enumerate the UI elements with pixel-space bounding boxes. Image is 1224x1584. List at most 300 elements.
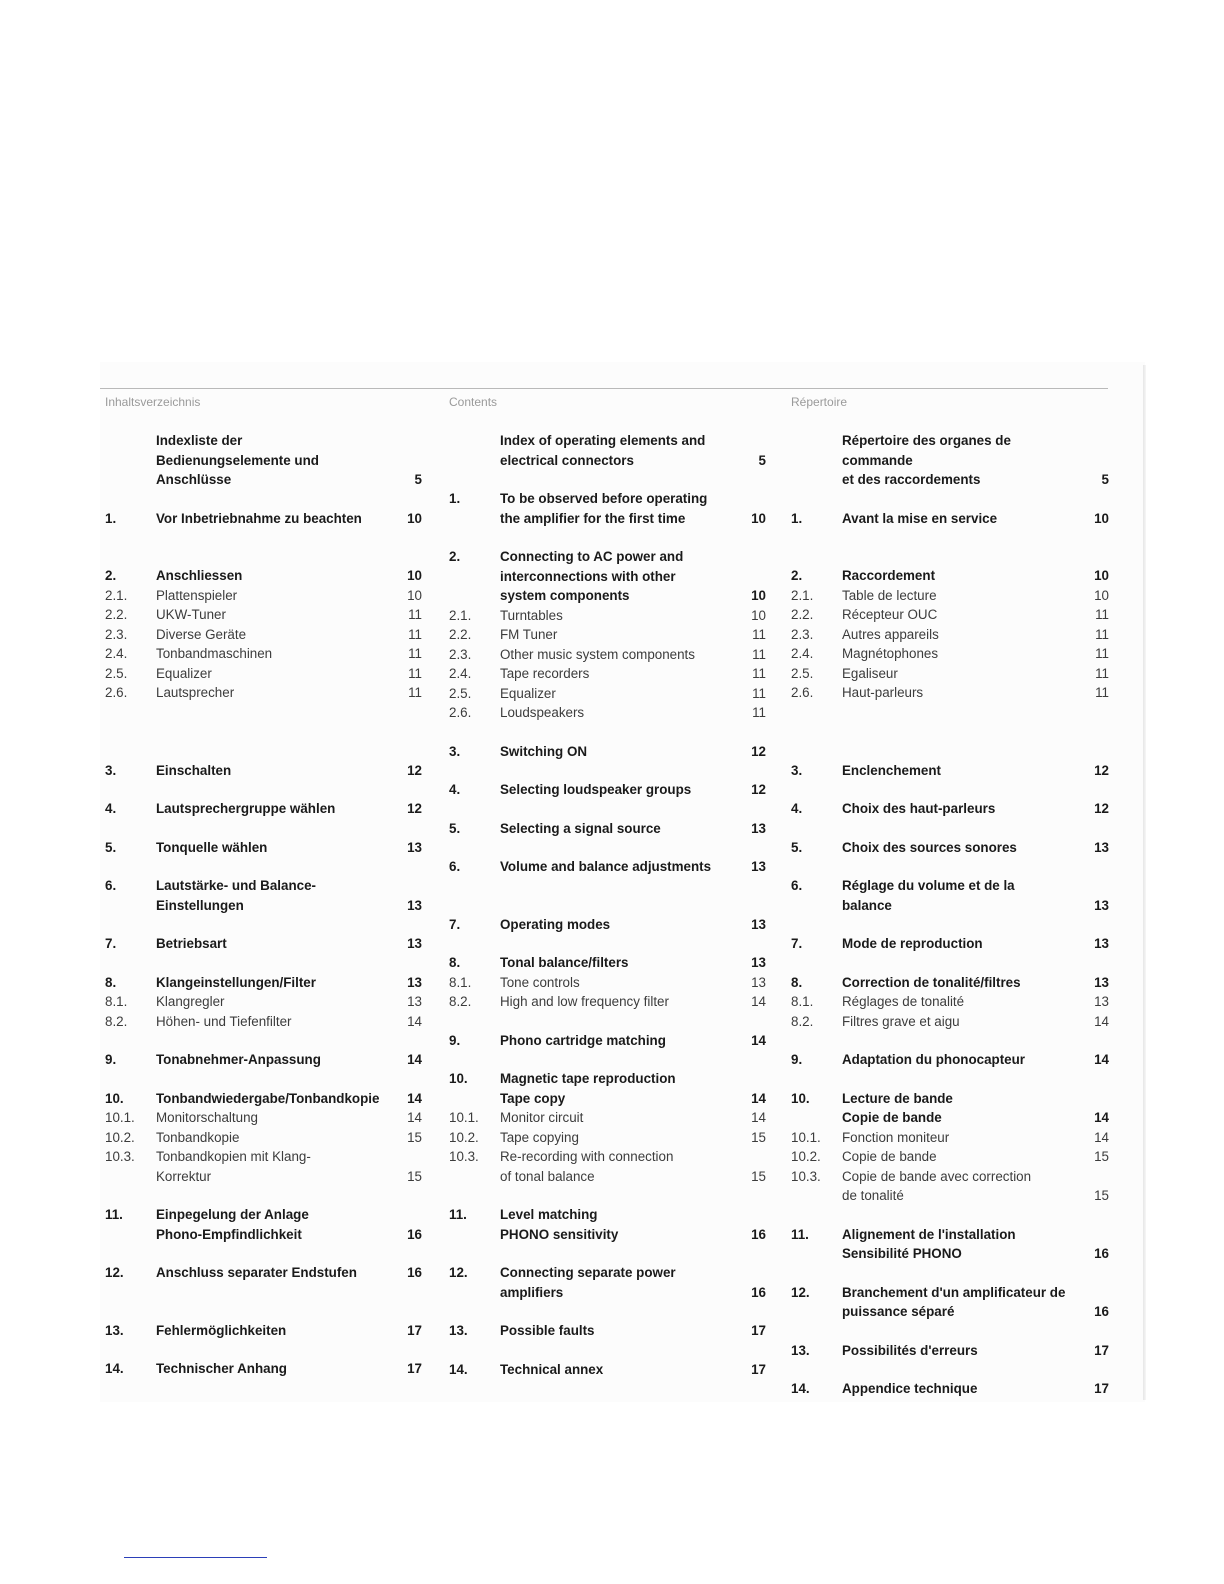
entry-title: Récepteur OUC <box>842 607 938 622</box>
entry-number: 9. <box>449 1032 461 1048</box>
toc-entry <box>105 664 422 684</box>
entry-number: 2. <box>791 568 803 583</box>
toc-entry <box>791 992 1109 1012</box>
entry-number: 1. <box>449 491 461 506</box>
entry-title: Lautsprecher <box>156 685 235 700</box>
toc-entry <box>449 915 766 935</box>
entry-title: Vor Inbetriebnahme zu beachten <box>156 510 362 526</box>
toc-entry <box>791 876 1109 915</box>
entry-page-number: 16 <box>1094 1304 1109 1319</box>
entry-page-number: 11 <box>1095 685 1109 700</box>
toc-entry <box>105 1147 422 1186</box>
entry-number: 2.5. <box>449 685 472 701</box>
entry-page-number: 13 <box>1094 897 1109 913</box>
entry-number: 4. <box>449 782 461 797</box>
toc-entry <box>791 934 1109 954</box>
entry-number: 2.4. <box>449 666 472 681</box>
entry-title: Répertoire des organes de commande et des raccordements <box>842 433 1011 487</box>
entry-page-number: 13 <box>1094 974 1109 990</box>
entry-title: Einschalten <box>156 762 232 778</box>
toc-entry <box>449 819 766 839</box>
entry-number: 7. <box>791 936 803 951</box>
toc-entry <box>105 1205 422 1244</box>
entry-number: 12. <box>105 1265 124 1280</box>
entry-page-number: 10 <box>1094 510 1109 526</box>
toc-entry <box>105 1321 422 1341</box>
toc-entry <box>449 780 766 800</box>
header-rule <box>100 388 1108 389</box>
entry-number: 8.1. <box>449 974 472 990</box>
entry-page-number: 13 <box>751 955 766 970</box>
toc-entry <box>105 431 422 490</box>
toc-entry <box>791 1341 1109 1361</box>
entry-title: Plattenspieler <box>156 587 238 603</box>
toc-entry <box>105 1263 422 1283</box>
entry-page-number: 15 <box>407 1129 422 1145</box>
entry-number: 2.1. <box>791 587 814 603</box>
entry-title: Equalizer <box>500 685 556 701</box>
toc-entry <box>449 742 766 762</box>
toc-entry <box>105 992 422 1012</box>
entry-title: Choix des haut-parleurs <box>842 801 996 816</box>
entry-number: 5. <box>449 820 461 836</box>
entry-page-number: 13 <box>751 859 766 874</box>
entry-title: Tonquelle wählen <box>156 839 268 855</box>
entry-page-number: 14 <box>1094 1052 1109 1067</box>
column-header-english: Contents <box>449 395 498 409</box>
entry-number: 2.1. <box>105 587 128 603</box>
entry-number: 2.2. <box>449 627 472 642</box>
entry-page-number: 5 <box>414 472 422 487</box>
entry-title: Tone controls <box>500 974 580 990</box>
entry-number: 2.2. <box>105 607 128 622</box>
entry-title: Connecting separate power amplifiers <box>500 1265 676 1300</box>
entry-number: 8.1. <box>105 994 128 1009</box>
toc-entry <box>105 1359 422 1379</box>
entry-number: 14. <box>105 1361 124 1376</box>
entry-number: 10. <box>105 1090 124 1106</box>
entry-title: Volume and balance adjustments <box>500 859 712 874</box>
toc-entry <box>105 1050 422 1070</box>
entry-title: Table de lecture <box>842 587 937 603</box>
entry-number: 8. <box>105 974 117 990</box>
column-header-french: Répertoire <box>791 395 848 409</box>
entry-title: Tape recorders <box>500 666 590 681</box>
entry-title: Equalizer <box>156 665 212 681</box>
entry-page-number: 11 <box>408 646 422 661</box>
toc-entry <box>449 1147 766 1186</box>
entry-title: Technical annex <box>500 1361 604 1377</box>
entry-number: 7. <box>449 916 461 932</box>
toc-entry <box>791 1089 1109 1128</box>
entry-title: Possibilités d'erreurs <box>842 1342 978 1358</box>
entry-title: Tonabnehmer-Anpassung <box>156 1052 321 1067</box>
entry-number: 2.3. <box>791 626 814 642</box>
entry-number: 2. <box>449 549 461 564</box>
toc-entry <box>449 489 766 528</box>
entry-page-number: 15 <box>1094 1188 1109 1203</box>
entry-title: Filtres grave et aigu <box>842 1013 960 1029</box>
toc-entry <box>449 664 766 684</box>
toc-entry <box>105 1108 422 1128</box>
entry-number: 10.1. <box>105 1110 135 1125</box>
entry-page-number: 11 <box>1095 626 1109 642</box>
entry-page-number: 11 <box>752 646 766 662</box>
entry-number: 13. <box>105 1322 124 1338</box>
entry-number: 7. <box>105 936 117 951</box>
entry-title: Lautsprechergruppe wählen <box>156 801 336 816</box>
entry-page-number: 10 <box>407 510 422 526</box>
toc-entry <box>791 761 1109 781</box>
entry-page-number: 13 <box>1094 994 1109 1009</box>
entry-title: Raccordement <box>842 568 936 583</box>
entry-title: Tonbandmaschinen <box>156 646 273 661</box>
entry-page-number: 11 <box>1095 646 1109 661</box>
entry-number: 6. <box>105 878 117 893</box>
entry-number: 5. <box>105 839 117 855</box>
entry-title: Klangeinstellungen/Filter <box>156 974 316 990</box>
toc-entry <box>105 1128 422 1148</box>
entry-page-number: 13 <box>407 936 422 951</box>
toc-entry <box>105 934 422 954</box>
toc-column-german <box>105 394 422 1379</box>
entry-number: 11. <box>791 1226 809 1242</box>
entry-title: FM Tuner <box>500 627 558 642</box>
toc-entry <box>449 606 766 626</box>
entry-page-number: 13 <box>751 820 766 836</box>
entry-page-number: 15 <box>751 1129 766 1145</box>
entry-page-number: 14 <box>1094 1013 1109 1029</box>
entry-title: Indexliste der Bedienungselemente und Anschlüsse <box>156 433 319 487</box>
entry-title: UKW-Tuner <box>156 607 226 622</box>
entry-title: Diverse Geräte <box>156 626 247 642</box>
entry-number: 1. <box>791 510 803 526</box>
entry-title: Magnetic tape reproduction Tape copy <box>500 1071 676 1106</box>
entry-title: Operating modes <box>500 916 611 932</box>
entry-title: Choix des sources sonores <box>842 839 1017 855</box>
entry-number: 6. <box>791 878 803 893</box>
entry-number: 11. <box>105 1207 123 1222</box>
entry-page-number: 10 <box>407 587 422 603</box>
entry-number: 14. <box>791 1381 810 1396</box>
entry-title: Monitor circuit <box>500 1110 584 1125</box>
entry-title: Alignement de l'installation Sensibilité PHONO <box>842 1226 1016 1261</box>
toc-entry <box>449 953 766 973</box>
entry-number: 8.2. <box>105 1013 128 1029</box>
toc-entry <box>105 1089 422 1109</box>
entry-number: 10.2. <box>449 1129 479 1145</box>
entry-page-number: 11 <box>408 607 422 622</box>
entry-title: Index of operating elements and electrical connectors <box>500 433 706 468</box>
toc-entry <box>449 684 766 704</box>
entry-page-number: 13 <box>751 916 766 932</box>
toc-column-french <box>791 394 1109 1399</box>
toc-entry <box>791 586 1109 606</box>
entry-title: Tonbandwiedergabe/Tonbandkopie <box>156 1090 380 1106</box>
entry-title: Betriebsart <box>156 936 227 951</box>
toc-entry <box>105 625 422 645</box>
entry-page-number: 17 <box>1094 1342 1109 1358</box>
entry-page-number: 10 <box>751 510 766 526</box>
entry-page-number: 15 <box>1094 1149 1109 1164</box>
entry-number: 11. <box>449 1207 467 1222</box>
entry-page-number: 14 <box>407 1052 422 1067</box>
toc-entry <box>449 645 766 665</box>
entry-title: Einpegelung der Anlage Phono-Empfindlichkeit <box>156 1207 309 1242</box>
entry-number: 10.3. <box>449 1149 479 1164</box>
toc-entry <box>449 431 766 470</box>
entry-number: 10.2. <box>105 1129 135 1145</box>
entry-title: Avant la mise en service <box>842 510 998 526</box>
toc-entry <box>791 605 1109 625</box>
entry-page-number: 11 <box>1095 607 1109 622</box>
entry-title: Tonal balance/filters <box>500 955 629 970</box>
entry-title: Mode de reproduction <box>842 936 983 951</box>
toc-entry <box>791 625 1109 645</box>
entry-number: 12. <box>791 1284 810 1300</box>
entry-page-number: 17 <box>751 1323 766 1338</box>
toc-entry <box>791 1225 1109 1264</box>
entry-number: 2.6. <box>449 705 472 720</box>
entries-german <box>105 431 422 1379</box>
toc-entry <box>449 625 766 645</box>
entry-page-number: 16 <box>407 1265 422 1280</box>
entry-number: 9. <box>105 1052 117 1067</box>
entry-page-number: 12 <box>1094 801 1109 816</box>
toc-entry <box>449 703 766 723</box>
entry-page-number: 16 <box>1094 1246 1109 1261</box>
toc-entry <box>791 664 1109 684</box>
entry-page-number: 10 <box>1094 568 1109 583</box>
entry-number: 14. <box>449 1361 468 1377</box>
toc-entry <box>791 1379 1109 1399</box>
toc-entry <box>105 973 422 993</box>
entry-title: Tonbandkopien mit Klang- Korrektur <box>156 1149 311 1184</box>
entry-number: 2.4. <box>105 646 128 661</box>
entry-number: 4. <box>105 801 117 816</box>
entry-title: Appendice technique <box>842 1381 978 1396</box>
toc-entry <box>791 799 1109 819</box>
toc-entry <box>449 857 766 877</box>
entry-number: 2.3. <box>449 646 472 662</box>
entry-page-number: 17 <box>751 1361 766 1377</box>
entry-title: Loudspeakers <box>500 705 585 720</box>
entry-title: Copie de bande avec correction de tonalité <box>842 1168 1032 1203</box>
entry-title: Höhen- und Tiefenfilter <box>156 1013 292 1029</box>
entry-number: 9. <box>791 1052 803 1067</box>
toc-entry <box>791 1283 1109 1322</box>
entry-page-number: 17 <box>1094 1381 1109 1396</box>
entry-number: 3. <box>791 762 803 778</box>
toc-entry <box>105 838 422 858</box>
toc-entry <box>105 761 422 781</box>
entry-page-number: 14 <box>751 1032 766 1048</box>
entry-page-number: 10 <box>751 607 766 623</box>
toc-entry <box>791 838 1109 858</box>
toc-entry <box>449 1108 766 1128</box>
entry-page-number: 11 <box>752 705 766 720</box>
entry-page-number: 14 <box>407 1090 422 1106</box>
toc-entry <box>791 973 1109 993</box>
entry-number: 5. <box>791 839 803 855</box>
entries-english <box>449 431 766 1379</box>
entry-page-number: 13 <box>407 994 422 1009</box>
entry-title: Connecting to AC power and interconnections with other system components <box>500 549 684 603</box>
entry-number: 1. <box>105 510 117 526</box>
entry-title: Correction de tonalité/filtres <box>842 974 1021 990</box>
entry-title: Branchement d'un amplificateur de puissance séparé <box>842 1284 1066 1319</box>
entry-page-number: 5 <box>758 452 766 468</box>
entry-page-number: 13 <box>407 839 422 855</box>
toc-entry <box>105 509 422 529</box>
entry-page-number: 13 <box>1094 839 1109 855</box>
entry-number: 10.1. <box>791 1129 821 1145</box>
entry-page-number: 12 <box>407 801 422 816</box>
toc-entry <box>791 1012 1109 1032</box>
entry-page-number: 14 <box>407 1110 422 1125</box>
entry-number: 6. <box>449 859 461 874</box>
entry-number: 10.3. <box>791 1168 821 1184</box>
entry-page-number: 12 <box>1094 762 1109 778</box>
entry-number: 13. <box>449 1323 468 1338</box>
toc-entry <box>105 586 422 606</box>
entry-title: Egaliseur <box>842 665 898 681</box>
entry-title: Réglages de tonalité <box>842 994 965 1009</box>
entry-number: 2.5. <box>791 665 814 681</box>
entry-page-number: 14 <box>751 1090 766 1106</box>
toc-entry <box>105 683 422 703</box>
entry-page-number: 17 <box>407 1361 422 1376</box>
entry-title: Monitorschaltung <box>156 1110 258 1125</box>
entry-title: Tonbandkopie <box>156 1129 240 1145</box>
toc-entry <box>105 876 422 915</box>
entry-title: Magnétophones <box>842 646 939 661</box>
entries-french <box>791 431 1109 1399</box>
entry-page-number: 13 <box>1094 936 1109 951</box>
entry-page-number: 10 <box>1094 587 1109 603</box>
entry-title: Adaptation du phonocapteur <box>842 1052 1025 1067</box>
toc-entry <box>791 1147 1109 1167</box>
entry-title: Selecting loudspeaker groups <box>500 782 692 797</box>
entry-number: 8. <box>449 955 461 970</box>
entry-number: 13. <box>791 1342 810 1358</box>
footer-link-underline[interactable] <box>124 1557 267 1558</box>
toc-entry <box>105 605 422 625</box>
entry-title: Technischer Anhang <box>156 1361 287 1376</box>
entry-number: 12. <box>449 1265 468 1280</box>
entry-page-number: 10 <box>407 568 422 583</box>
entry-page-number: 14 <box>1094 1129 1109 1145</box>
entry-page-number: 17 <box>407 1322 422 1338</box>
entry-number: 10. <box>791 1090 810 1106</box>
toc-entry <box>791 683 1109 703</box>
entry-page-number: 14 <box>407 1013 422 1029</box>
column-header-german: Inhaltsverzeichnis <box>105 395 201 409</box>
entry-number: 10.3. <box>105 1149 135 1164</box>
entry-title: Level matching PHONO sensitivity <box>500 1207 619 1242</box>
entry-title: High and low frequency filter <box>500 994 669 1009</box>
entry-title: Selecting a signal source <box>500 820 661 836</box>
toc-column-english <box>449 394 766 1379</box>
entry-page-number: 11 <box>1095 665 1109 681</box>
entry-number: 2.5. <box>105 665 128 681</box>
entry-number: 8. <box>791 974 803 990</box>
toc-entry <box>449 1069 766 1108</box>
entry-title: Tape copying <box>500 1129 579 1145</box>
toc-entry <box>449 1128 766 1148</box>
toc-entry <box>791 566 1109 586</box>
entry-page-number: 11 <box>752 666 766 681</box>
entry-page-number: 13 <box>751 974 766 990</box>
toc-entry <box>791 1167 1109 1206</box>
toc-entry <box>105 566 422 586</box>
entry-number: 8.1. <box>791 994 814 1009</box>
toc-entry <box>449 547 766 606</box>
toc-entry <box>449 973 766 993</box>
entry-page-number: 15 <box>407 1168 422 1184</box>
entry-page-number: 13 <box>407 974 422 990</box>
entry-number: 2.6. <box>105 685 128 700</box>
entry-page-number: 12 <box>751 782 766 797</box>
entry-title: Fonction moniteur <box>842 1129 950 1145</box>
entry-title: Autres appareils <box>842 626 939 642</box>
entry-title: Lautstärke- und Balance- Einstellungen <box>156 878 316 913</box>
entry-title: Re-recording with connection of tonal balance <box>500 1149 674 1184</box>
toc-entry <box>449 1263 766 1302</box>
entry-title: Phono cartridge matching <box>500 1032 666 1048</box>
entry-page-number: 14 <box>751 1110 766 1125</box>
entry-title: Lecture de bande Copie de bande <box>842 1090 953 1125</box>
entry-number: 3. <box>449 743 461 759</box>
toc-entry <box>791 644 1109 664</box>
entry-page-number: 10 <box>751 588 766 603</box>
entry-number: 2.2. <box>791 607 814 622</box>
entry-title: Klangregler <box>156 994 225 1009</box>
entry-page-number: 14 <box>1094 1110 1109 1125</box>
toc-entry <box>791 509 1109 529</box>
entry-title: Réglage du volume et de la balance <box>842 878 1015 913</box>
entry-number: 3. <box>105 762 117 778</box>
entry-number: 10.2. <box>791 1149 821 1164</box>
entry-page-number: 16 <box>751 1226 766 1242</box>
toc-entry <box>449 1321 766 1341</box>
toc-entry <box>105 1012 422 1032</box>
entry-title: Haut-parleurs <box>842 685 924 700</box>
entry-title: Other music system components <box>500 646 695 662</box>
entry-page-number: 12 <box>751 743 766 759</box>
toc-entry <box>791 1128 1109 1148</box>
entry-number: 10. <box>449 1071 468 1086</box>
entry-title: Turntables <box>500 607 563 623</box>
toc-entry <box>449 1205 766 1244</box>
entry-number: 4. <box>791 801 803 816</box>
entry-page-number: 13 <box>407 897 422 913</box>
entry-title: Enclenchement <box>842 762 941 778</box>
entry-page-number: 12 <box>407 762 422 778</box>
toc-entry <box>449 1360 766 1380</box>
entry-number: 2.1. <box>449 607 472 623</box>
entry-number: 2.3. <box>105 626 128 642</box>
entry-title: To be observed before operating the amplifier for the first time <box>500 491 708 526</box>
entry-title: Anschluss separater Endstufen <box>156 1265 357 1280</box>
entry-title: Fehlermöglichkeiten <box>156 1322 287 1338</box>
entry-title: Copie de bande <box>842 1149 937 1164</box>
page-edge-shadow <box>1143 365 1146 1400</box>
entry-title: Switching ON <box>500 743 588 759</box>
toc-entry <box>105 644 422 664</box>
entry-number: 2.6. <box>791 685 814 700</box>
toc-entry <box>449 1031 766 1051</box>
